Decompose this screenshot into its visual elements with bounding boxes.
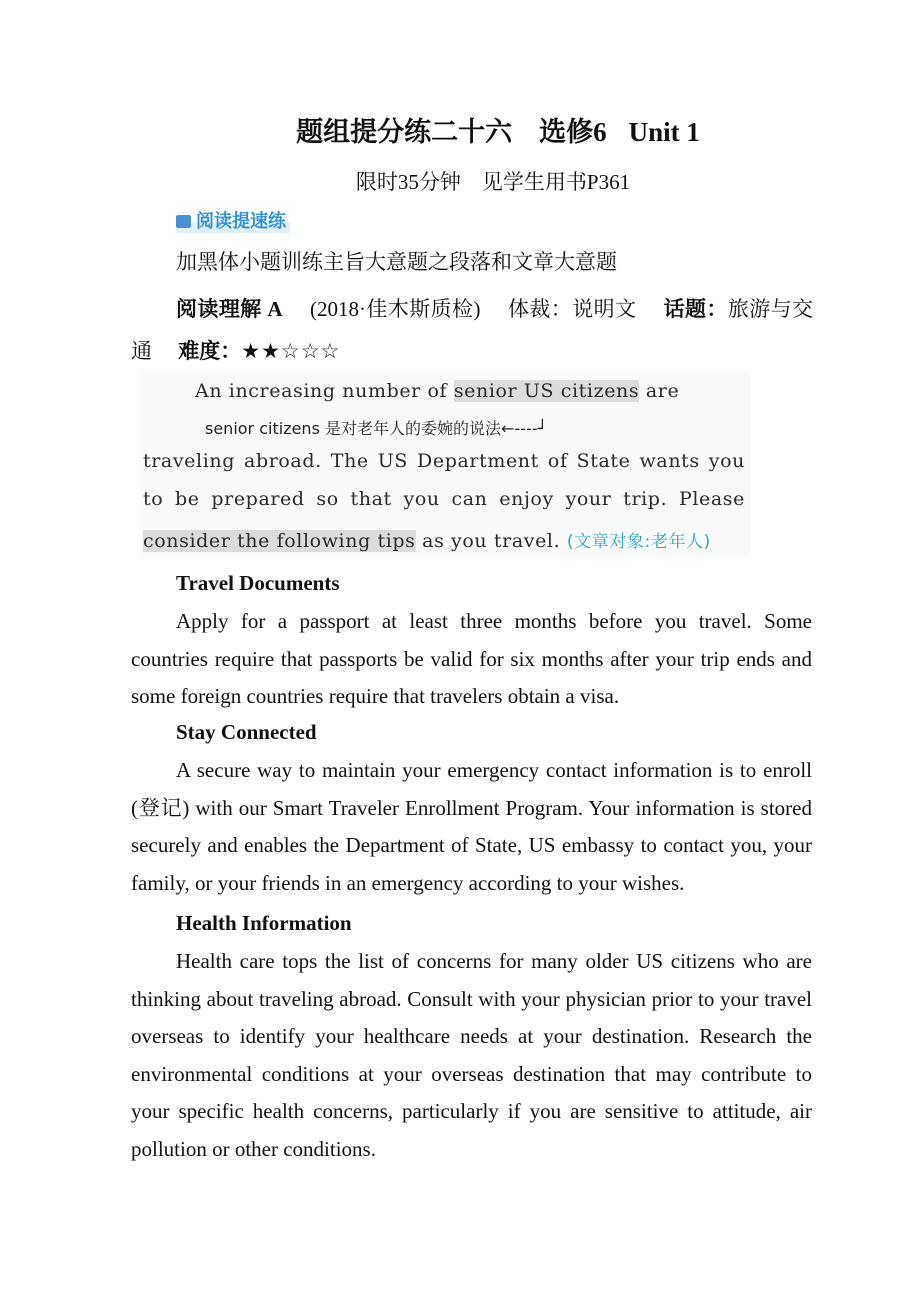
highlight: senior US citizens (453, 380, 640, 402)
meta-source: (2018·佳木斯质检) (310, 297, 481, 321)
heading-health-information: Health Information (176, 911, 352, 935)
heading-stay-connected: Stay Connected (176, 720, 317, 744)
paragraph: Health care tops the list of concerns for many older US citizens who are thinking about traveling abroad. Consult with your physician prior to your travel overseas to identify your healthcare needs at your destination. Research the environmental conditions at your overseas destination that may contribute to your specific health concerns, particularly if you are sensitive to attitude, air pollution or other conditions. (131, 949, 812, 1161)
margin-note: (文章对象:老年人) (566, 532, 711, 552)
excerpt-line-2: traveling abroad. The US Department of State wants you (143, 450, 745, 472)
excerpt-line-3: to be prepared so that you can enjoy your trip. Please (143, 488, 745, 510)
subtitle: 限时35分钟 见学生用书P361 (355, 170, 631, 194)
difficulty-stars: ★★☆☆☆ (241, 339, 341, 363)
highlight: consider the following tips (143, 530, 416, 552)
meta-topic: 旅游与交通 (131, 297, 814, 363)
text: are (639, 380, 680, 402)
square-icon (176, 215, 191, 228)
meta-label: 阅读理解 A (176, 297, 283, 321)
difficulty-label: 难度： (178, 339, 242, 363)
meta-topic-label: 话题： (663, 297, 728, 321)
heading-travel-documents: Travel Documents (176, 571, 340, 595)
text: as you travel. (415, 530, 561, 552)
excerpt-line-1 (195, 380, 740, 402)
unit-label: Unit 1 (628, 117, 700, 147)
text: An increasing number of (195, 380, 454, 402)
section-tag-label: 阅读提速练 (196, 211, 286, 232)
title-text: 题组提分练二十六 选修6 (296, 117, 607, 147)
paragraph: Apply for a passport at least three months before you travel. Some countries require that passports be valid for six months after your trip ends and some foreign countries require that travelers obtain a visa. (131, 609, 812, 708)
section-tag (176, 207, 290, 233)
question-meta (131, 288, 813, 372)
annotation: senior citizens 是对老年人的委婉的说法←----┘ (205, 419, 548, 438)
meta-genre: 体裁：说明文 (507, 297, 637, 321)
annotated-excerpt (140, 370, 750, 558)
paragraph: A secure way to maintain your emergency contact information is to enroll (登记) with our Smart Traveler Enrollment Program. Your information is stored securely and enables the Department of State, US embassy to contact you, your family, or your friends in an emergency according to your wishes. (131, 758, 812, 895)
excerpt-line-4 (143, 527, 745, 552)
instruction: 加黑体小题训练主旨大意题之段落和文章大意题 (176, 250, 617, 274)
page-title (0, 110, 920, 149)
